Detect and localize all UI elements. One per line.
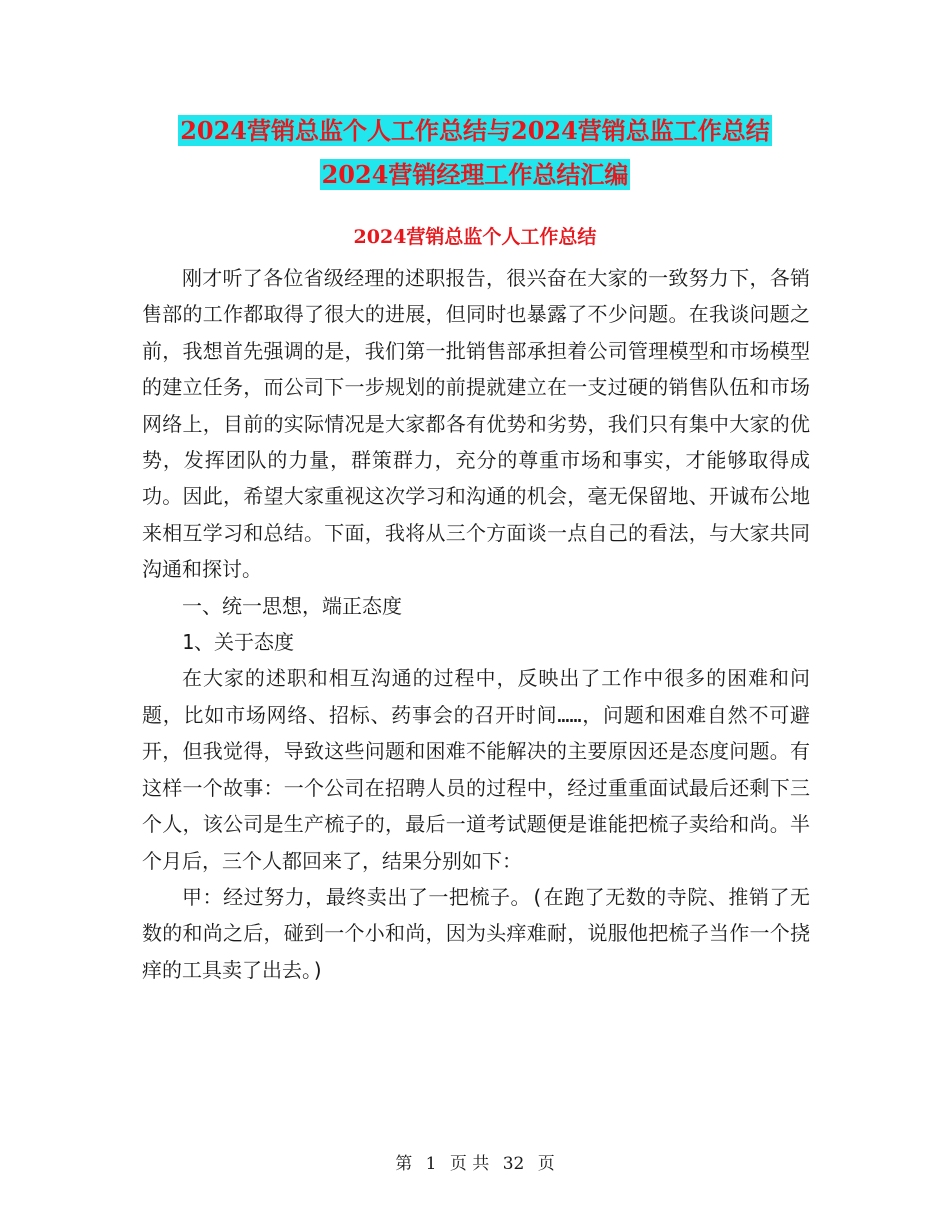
- document-title-line-2: [0, 158, 950, 192]
- page-footer: [0, 1152, 950, 1176]
- heading-level-1: 一、统一思想，端正态度: [182, 593, 402, 618]
- title-highlight-1: 2024营销总监个人工作总结与2024营销总监工作总结: [180, 116, 770, 145]
- footer-suffix: 页: [537, 1154, 555, 1174]
- page-number: 1: [425, 1154, 437, 1174]
- title-highlight-2: 2024营销经理工作总结汇编: [321, 160, 629, 189]
- section-title: 2024营销总监个人工作总结: [353, 226, 597, 248]
- document-body: [142, 260, 810, 988]
- footer-prefix: 第: [395, 1154, 413, 1174]
- paragraph: 在大家的述职和相互沟通的过程中，反映出了工作中很多的困难和问题，比如市场网络、招标、药事会的召开时间……，问题和困难自然不可避开，但我觉得，导致这些问题和困难不能解决的主要原因还是态度问题。有这样一个故事：一个公司在招聘人员的过程中，经过重重面试最后还剩下三个人，该公司是生产梳子的，最后一道考试题便是谁能把梳子卖给和尚。半个月后，三个人都回来了，结果分别如下：: [142, 666, 810, 873]
- paragraph: 刚才听了各位省级经理的述职报告，很兴奋在大家的一致努力下，各销售部的工作都取得了很大的进展，但同时也暴露了不少问题。在我谈问题之前，我想首先强调的是，我们第一批销售部承担着公司管理模型和市场模型的建立任务，而公司下一步规划的前提就建立在一支过硬的销售队伍和市场网络上，目前的实际情况是大家都各有优势和劣势，我们只有集中大家的优势，发挥团队的力量，群策群力，充分的尊重市场和事实，才能够取得成功。因此，希望大家重视这次学习和沟通的机会，毫无保留地、开诚布公地来相互学习和总结。下面，我将从三个方面谈一点自己的看法，与大家共同沟通和探讨。: [142, 266, 810, 582]
- paragraph: 甲：经过努力，最终卖出了一把梳子。(在跑了无数的寺院、推销了无数的和尚之后，碰到一个小和尚，因为头痒难耐，说服他把梳子当作一个挠痒的工具卖了出去。): [142, 884, 810, 982]
- heading-level-2: 1、关于态度: [182, 630, 295, 655]
- page-total: 32: [502, 1154, 525, 1174]
- footer-middle: 页 共: [449, 1154, 490, 1174]
- document-title-line-1: [0, 114, 950, 148]
